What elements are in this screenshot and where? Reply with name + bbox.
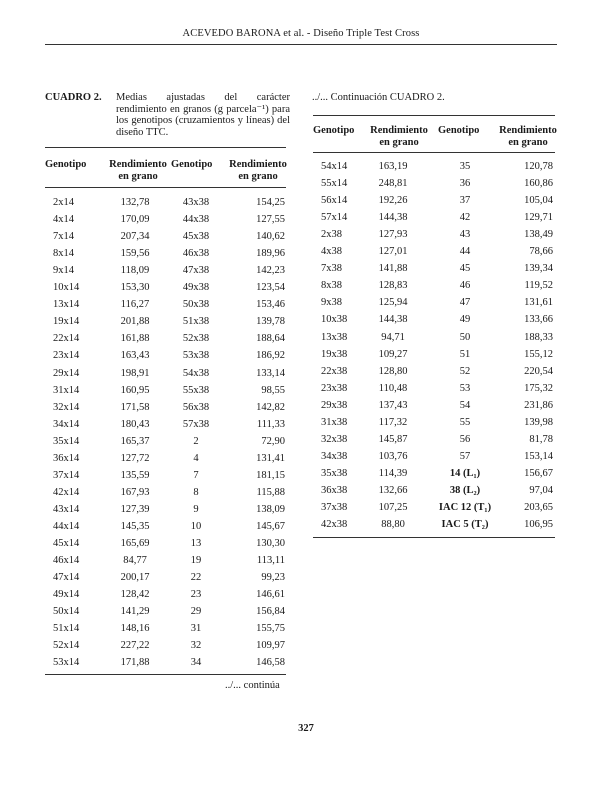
genotipo-cell: 54x38: [182, 367, 210, 379]
rendimiento-cell: 180,43: [120, 418, 150, 430]
genotipo-cell: 10x14: [53, 282, 80, 294]
genotipo-cell: 36: [459, 178, 471, 190]
rendimiento-cell: 142,82: [256, 401, 285, 413]
rendimiento-cell: 135,59: [120, 469, 150, 481]
genotipo-cell: 13: [190, 538, 202, 549]
rendimiento-cell: 138,49: [524, 229, 553, 241]
table-row: [313, 499, 555, 516]
table-row: [45, 433, 286, 450]
rendimiento-cell: 127,55: [256, 214, 285, 226]
genotipo-cell: 35x38: [321, 467, 348, 479]
table-row: [45, 518, 286, 535]
table-bottom-rule: [45, 674, 286, 675]
rendimiento-cell: 200,17: [120, 572, 150, 584]
rendimiento-cell: 146,58: [256, 657, 285, 669]
header-rendimiento-line1: Rendimiento: [370, 125, 428, 136]
genotipo-cell: 29x38: [321, 399, 348, 411]
header-rendimiento-line2: en grano: [379, 136, 419, 148]
rendimiento-cell: 114,39: [378, 467, 408, 479]
rendimiento-cell: 145,87: [378, 433, 408, 445]
table-row: [313, 226, 555, 243]
genotipo-cell: 2: [193, 435, 199, 447]
header-rendimiento-2: [488, 125, 568, 148]
rendimiento-cell: 133,66: [524, 314, 553, 326]
header-genotipo-2: Genotipo: [438, 125, 480, 136]
rendimiento-cell: 248,81: [378, 178, 408, 190]
rendimiento-cell: 118,09: [120, 265, 150, 277]
genotipo-cell: 50x38: [182, 299, 210, 311]
page-number: 327: [298, 723, 314, 734]
genotipo-cell: 34x14: [53, 418, 80, 430]
continuation-caption: ../... Continuación CUADRO 2.: [312, 92, 445, 103]
rendimiento-cell: 78,66: [529, 246, 553, 258]
genotipo-cell: 45: [459, 263, 471, 275]
caption-label: CUADRO 2.: [45, 92, 102, 103]
rendimiento-cell: 203,65: [524, 502, 553, 513]
genotipo-cell: 52x14: [53, 640, 80, 652]
genotipo-cell: 47: [459, 297, 471, 309]
genotipo-cell: 55x14: [321, 178, 348, 190]
genotipo-cell: 44: [459, 246, 471, 258]
table-header-rule: [313, 152, 555, 153]
table-row: [313, 311, 555, 328]
header-rendimiento-1: [98, 159, 178, 182]
table-row: [313, 448, 555, 465]
rendimiento-cell: 123,54: [256, 282, 285, 294]
rendimiento-cell: 128,42: [120, 589, 150, 601]
rendimiento-cell: 201,88: [120, 316, 150, 328]
rendimiento-cell: 160,86: [524, 178, 553, 190]
rendimiento-cell: 111,33: [256, 418, 285, 430]
genotipo-cell: 10: [190, 520, 202, 532]
table-row: [313, 260, 555, 277]
genotipo-cell: 43x14: [53, 503, 80, 515]
header-genotipo-2: Genotipo: [171, 159, 213, 170]
table-row: [45, 382, 286, 399]
genotipo-cell: 10x38: [321, 314, 348, 326]
rendimiento-cell: 159,56: [120, 248, 150, 260]
rendimiento-cell: 72,90: [261, 435, 285, 447]
table-row: [45, 450, 286, 467]
genotipo-cell: 4x14: [53, 214, 74, 226]
rendimiento-cell: 186,92: [256, 350, 285, 362]
rendimiento-cell: 105,04: [524, 195, 553, 207]
rendimiento-cell: 207,34: [120, 231, 150, 243]
rendimiento-cell: 145,35: [120, 520, 150, 532]
genotipo-cell: 53: [459, 382, 471, 394]
rendimiento-cell: 98,55: [261, 384, 285, 396]
table-row: [313, 363, 555, 380]
genotipo-cell: 56x14: [321, 195, 348, 207]
rendimiento-cell: 145,67: [256, 520, 285, 532]
table-row: [45, 620, 286, 637]
rendimiento-cell: 153,14: [524, 450, 553, 462]
genotipo-cell: 22: [190, 572, 202, 584]
rendimiento-cell: 163,19: [378, 161, 408, 172]
genotipo-cell: 44x38: [182, 214, 210, 226]
table-row: [45, 535, 286, 552]
rendimiento-cell: 146,61: [256, 589, 285, 601]
rendimiento-cell: 130,30: [256, 538, 285, 549]
rendimiento-cell: 154,25: [256, 197, 285, 208]
rendimiento-cell: 175,32: [524, 382, 553, 394]
genotipo-cell: 46x38: [182, 248, 210, 260]
genotipo-cell: 52: [459, 365, 471, 377]
table-top-rule: [313, 115, 555, 116]
table-row: [45, 637, 286, 654]
genotipo-cell: 19x14: [53, 316, 80, 328]
table-row: [313, 294, 555, 311]
genotipo-cell: 49x14: [53, 589, 80, 601]
rendimiento-cell: 129,71: [524, 212, 553, 224]
rendimiento-cell: 231,86: [524, 399, 553, 411]
rendimiento-cell: 170,09: [120, 214, 150, 226]
genotipo-cell: 32: [190, 640, 202, 652]
rendimiento-cell: 128,83: [378, 280, 408, 292]
genotipo-cell: 56x38: [182, 401, 210, 413]
genotipo-cell: 23x14: [53, 350, 80, 362]
header-rendimiento-line2: en grano: [238, 170, 278, 182]
genotipo-cell: 22x38: [321, 365, 348, 377]
genotipo-cell: 51x38: [182, 316, 210, 328]
table-row: [313, 397, 555, 414]
rendimiento-cell: 167,93: [120, 486, 150, 498]
rendimiento-cell: 131,61: [524, 297, 553, 309]
continua-note: ../... continúa: [225, 680, 280, 691]
table-row: [45, 313, 286, 330]
genotipo-cell: 14 (L₁): [449, 467, 481, 479]
genotipo-cell: 52x38: [182, 333, 210, 345]
table-row: [45, 228, 286, 245]
genotipo-cell: 19x38: [321, 348, 348, 360]
rendimiento-cell: 119,52: [524, 280, 553, 292]
genotipo-cell: 7: [193, 469, 199, 481]
rendimiento-cell: 133,14: [256, 367, 285, 379]
genotipo-cell: 31: [190, 623, 202, 635]
header-rendimiento-line1: Rendimiento: [499, 125, 557, 136]
genotipo-cell: 7x14: [53, 231, 74, 243]
table-row: [313, 431, 555, 448]
genotipo-cell: 13x14: [53, 299, 80, 311]
genotipo-cell: 7x38: [321, 263, 342, 275]
rendimiento-cell: 125,94: [378, 297, 408, 309]
table-row: [45, 552, 286, 569]
rendimiento-cell: 103,76: [378, 450, 408, 462]
genotipo-cell: 23x38: [321, 382, 348, 394]
table-row: [313, 209, 555, 226]
genotipo-cell: 46: [459, 280, 471, 292]
table-row: [45, 586, 286, 603]
table-row: [45, 501, 286, 518]
genotipo-cell: 37x14: [53, 469, 80, 481]
rendimiento-cell: 107,25: [378, 502, 408, 513]
table-row: [313, 277, 555, 294]
rendimiento-cell: 84,77: [123, 555, 147, 567]
rendimiento-cell: 131,41: [256, 452, 285, 464]
rendimiento-cell: 132,66: [378, 484, 408, 496]
genotipo-cell: 9x38: [321, 297, 342, 309]
genotipo-cell: 2x38: [321, 229, 342, 241]
table-row: [313, 243, 555, 260]
genotipo-cell: 37x38: [321, 502, 348, 513]
genotipo-cell: 55: [459, 416, 471, 428]
genotipo-cell: 44x14: [53, 520, 80, 532]
header-rule: [45, 44, 557, 45]
rendimiento-cell: 144,38: [378, 212, 408, 224]
rendimiento-cell: 132,78: [120, 197, 150, 208]
table-row: [313, 329, 555, 346]
rendimiento-cell: 144,38: [378, 314, 408, 326]
rendimiento-cell: 81,78: [529, 433, 553, 445]
rendimiento-cell: 220,54: [524, 365, 553, 377]
genotipo-cell: 8: [193, 486, 199, 498]
genotipo-cell: 45x38: [182, 231, 210, 243]
table-row: [313, 414, 555, 431]
rendimiento-cell: 227,22: [120, 640, 150, 652]
genotipo-cell: 50: [459, 331, 471, 343]
table-row: [45, 416, 286, 433]
genotipo-cell: 23: [190, 589, 202, 601]
table-row: [45, 654, 286, 671]
rendimiento-cell: 189,96: [256, 248, 285, 260]
rendimiento-cell: 127,39: [120, 503, 150, 515]
genotipo-cell: 42x38: [321, 519, 348, 531]
header-genotipo-1: Genotipo: [313, 125, 355, 136]
genotipo-cell: 19: [190, 555, 202, 567]
table-row: [45, 296, 286, 313]
rendimiento-cell: 155,12: [524, 348, 553, 360]
header-rendimiento-2: [218, 159, 298, 182]
rendimiento-cell: 142,23: [256, 265, 285, 277]
table-row: [45, 365, 286, 382]
genotipo-cell: 13x38: [321, 331, 348, 343]
genotipo-cell: 57x14: [321, 212, 348, 224]
rendimiento-cell: 106,95: [524, 519, 553, 531]
table-row: [45, 347, 286, 364]
genotipo-cell: 51: [459, 348, 471, 360]
rendimiento-cell: 109,97: [256, 640, 285, 652]
genotipo-cell: 4: [193, 452, 199, 464]
caption-text: Medias ajustadas del carácter rendimiento en granos (g parcela⁻¹) para los genotipos (cruzamientos y líneas) del diseño TTC.: [116, 92, 290, 138]
genotipo-cell: IAC 5 (T₂): [441, 519, 489, 531]
genotipo-cell: 22x14: [53, 333, 80, 345]
genotipo-cell: 54x14: [321, 161, 348, 172]
rendimiento-cell: 192,26: [378, 195, 408, 207]
genotipo-cell: 4x38: [321, 246, 342, 258]
genotipo-cell: 45x14: [53, 538, 80, 549]
genotipo-cell: 57x38: [182, 418, 210, 430]
genotipo-cell: 35: [459, 161, 471, 172]
genotipo-cell: 46x14: [53, 555, 80, 567]
rendimiento-cell: 140,62: [256, 231, 285, 243]
table-row: [45, 262, 286, 279]
genotipo-cell: 9: [193, 503, 199, 515]
genotipo-cell: 56: [459, 433, 471, 445]
rendimiento-cell: 188,33: [524, 331, 553, 343]
table-header-rule: [45, 187, 286, 188]
genotipo-cell: 57: [459, 450, 471, 462]
table-row: [313, 158, 555, 175]
table-row: [313, 192, 555, 209]
rendimiento-cell: 97,04: [529, 484, 553, 496]
rendimiento-cell: 113,11: [256, 555, 285, 567]
rendimiento-cell: 165,69: [120, 538, 150, 549]
table-row: [313, 465, 555, 482]
rendimiento-cell: 171,88: [120, 657, 150, 669]
genotipo-cell: 53x14: [53, 657, 80, 669]
table-row: [313, 482, 555, 499]
genotipo-cell: 50x14: [53, 606, 80, 618]
table-row: [45, 467, 286, 484]
rendimiento-cell: 181,15: [256, 469, 285, 481]
table-row: [45, 211, 286, 228]
rendimiento-cell: 137,43: [378, 399, 408, 411]
header-rendimiento-line2: en grano: [118, 170, 158, 182]
rendimiento-cell: 128,80: [378, 365, 408, 377]
genotipo-cell: 55x38: [182, 384, 210, 396]
table-row: [45, 603, 286, 620]
running-header: ACEVEDO BARONA et al. - Diseño Triple Test Cross: [182, 28, 420, 39]
rendimiento-cell: 160,95: [120, 384, 150, 396]
rendimiento-cell: 153,30: [120, 282, 150, 294]
rendimiento-cell: 127,72: [120, 452, 150, 464]
header-genotipo-1: Genotipo: [45, 159, 87, 170]
genotipo-cell: 49: [459, 314, 471, 326]
left-table: [45, 147, 286, 677]
genotipo-cell: 8x38: [321, 280, 342, 292]
rendimiento-cell: 139,78: [256, 316, 285, 328]
rendimiento-cell: 155,75: [256, 623, 285, 635]
genotipo-cell: 31x38: [321, 416, 348, 428]
genotipo-cell: 54: [459, 399, 471, 411]
rendimiento-cell: 109,27: [378, 348, 408, 360]
genotipo-cell: 34: [190, 657, 202, 669]
genotipo-cell: 32x38: [321, 433, 348, 445]
rendimiento-cell: 99,23: [261, 572, 285, 584]
rendimiento-cell: 120,78: [524, 161, 553, 172]
table-row: [45, 484, 286, 501]
table-row: [45, 569, 286, 586]
genotipo-cell: 34x38: [321, 450, 348, 462]
rendimiento-cell: 115,88: [256, 486, 285, 498]
genotipo-cell: 49x38: [182, 282, 210, 294]
table-caption: [45, 92, 290, 138]
table-row: [45, 194, 286, 211]
rendimiento-cell: 141,29: [120, 606, 150, 618]
rendimiento-cell: 198,91: [120, 367, 150, 379]
table-top-rule: [45, 147, 286, 148]
rendimiento-cell: 116,27: [120, 299, 150, 311]
rendimiento-cell: 165,37: [120, 435, 150, 447]
rendimiento-cell: 153,46: [256, 299, 285, 311]
genotipo-cell: 32x14: [53, 401, 80, 413]
rendimiento-cell: 127,01: [378, 246, 408, 258]
genotipo-cell: 38 (L₂): [449, 484, 481, 496]
table-row: [313, 346, 555, 363]
genotipo-cell: IAC 12 (T₁): [438, 502, 492, 513]
genotipo-cell: 2x14: [53, 197, 74, 208]
table-row: [45, 330, 286, 347]
rendimiento-cell: 138,09: [256, 503, 285, 515]
table-row: [313, 380, 555, 397]
genotipo-cell: 36x38: [321, 484, 348, 496]
genotipo-cell: 35x14: [53, 435, 80, 447]
genotipo-cell: 9x14: [53, 265, 74, 277]
genotipo-cell: 42: [459, 212, 471, 224]
table-row: [313, 175, 555, 192]
genotipo-cell: 43x38: [182, 197, 210, 208]
genotipo-cell: 31x14: [53, 384, 80, 396]
table-row: [313, 516, 555, 533]
genotipo-cell: 36x14: [53, 452, 80, 464]
genotipo-cell: 51x14: [53, 623, 80, 635]
rendimiento-cell: 156,67: [524, 467, 553, 479]
rendimiento-cell: 148,16: [120, 623, 150, 635]
rendimiento-cell: 94,71: [381, 331, 405, 343]
rendimiento-cell: 110,48: [378, 382, 408, 394]
rendimiento-cell: 88,80: [381, 519, 405, 531]
rendimiento-cell: 171,58: [120, 401, 150, 413]
table-row: [45, 279, 286, 296]
rendimiento-cell: 139,34: [524, 263, 553, 275]
genotipo-cell: 53x38: [182, 350, 210, 362]
right-table: [313, 115, 555, 540]
genotipo-cell: 29: [190, 606, 202, 618]
header-rendimiento-1: [359, 125, 439, 148]
genotipo-cell: 37: [459, 195, 471, 207]
rendimiento-cell: 141,88: [378, 263, 408, 275]
genotipo-cell: 8x14: [53, 248, 74, 260]
rendimiento-cell: 156,84: [256, 606, 285, 618]
header-rendimiento-line2: en grano: [508, 136, 548, 148]
table-row: [45, 399, 286, 416]
genotipo-cell: 29x14: [53, 367, 80, 379]
header-rendimiento-line1: Rendimiento: [109, 159, 167, 170]
header-rendimiento-line1: Rendimiento: [229, 159, 287, 170]
genotipo-cell: 42x14: [53, 486, 80, 498]
genotipo-cell: 43: [459, 229, 471, 241]
rendimiento-cell: 163,43: [120, 350, 150, 362]
rendimiento-cell: 188,64: [256, 333, 285, 345]
table-bottom-rule: [313, 537, 555, 538]
rendimiento-cell: 139,98: [524, 416, 553, 428]
genotipo-cell: 47x14: [53, 572, 80, 584]
rendimiento-cell: 117,32: [378, 416, 408, 428]
rendimiento-cell: 161,88: [120, 333, 150, 345]
rendimiento-cell: 127,93: [378, 229, 408, 241]
genotipo-cell: 47x38: [182, 265, 210, 277]
table-row: [45, 245, 286, 262]
